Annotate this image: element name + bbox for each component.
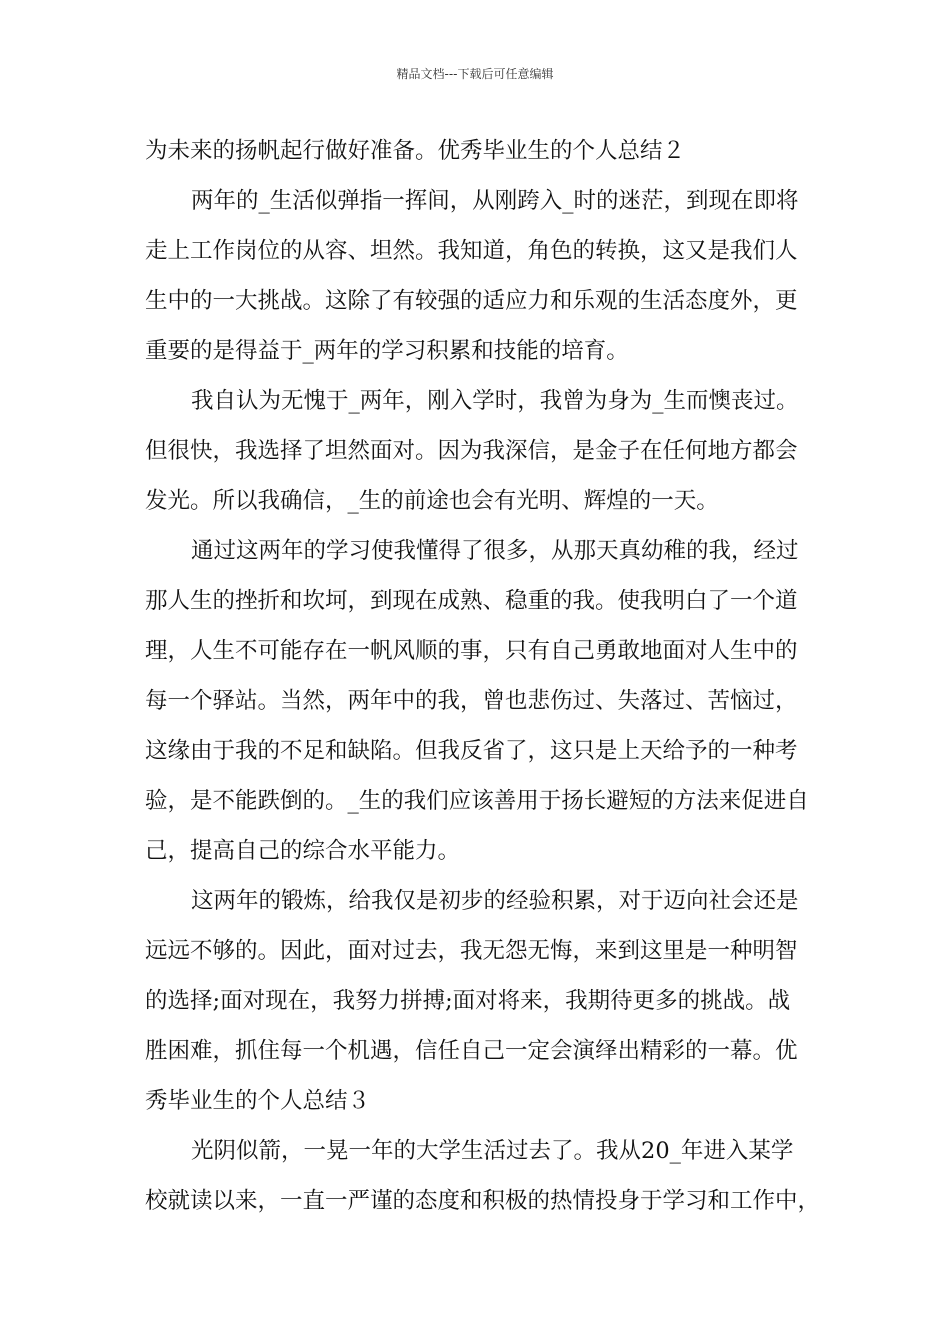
text-line: 己，提高自己的综合水平能力。 <box>145 838 461 864</box>
text-line: 这两年的锻炼，给我仅是初步的经验积累，对于迈向社会还是 <box>191 888 799 914</box>
text-line: 为未来的扬帆起行做好准备。优秀毕业生的个人总结２ <box>145 138 686 164</box>
text-line: 验，是不能跌倒的。_生的我们应该善用于扬长避短的方法来促进自 <box>145 788 809 814</box>
text-line: 但很快，我选择了坦然面对。因为我深信，是金子在任何地方都会 <box>145 438 798 464</box>
page-header: 精品文档---下载后可任意编辑 <box>396 67 554 81</box>
text-line: 生中的一大挑战。这除了有较强的适应力和乐观的生活态度外，更 <box>145 288 798 314</box>
text-line: 远远不够的。因此，面对过去，我无怨无悔，来到这里是一种明智 <box>145 938 798 964</box>
text-line: 发光。所以我确信，_生的前途也会有光明、辉煌的一天。 <box>145 488 719 514</box>
text-line: 我自认为无愧于_两年，刚入学时，我曾为身为_生而懊丧过。 <box>191 388 799 414</box>
text-line: 这缘由于我的不足和缺陷。但我反省了，这只是上天给予的一种考 <box>145 738 798 764</box>
text-line: 的选择;面对现在，我努力拼搏;面对将来，我期待更多的挑战。战 <box>145 988 791 1014</box>
text-line: 胜困难，抓住每一个机遇，信任自己一定会演绎出精彩的一幕。优 <box>145 1038 798 1064</box>
document-body <box>145 126 821 1226</box>
text-line: 校就读以来，一直一严谨的态度和积极的热情投身于学习和工作中， <box>145 1188 821 1214</box>
text-line: 那人生的挫折和坎坷，到现在成熟、稳重的我。使我明白了一个道 <box>145 588 798 614</box>
text-line: 重要的是得益于_两年的学习积累和技能的培育。 <box>145 338 629 364</box>
text-line: 两年的_生活似弹指一挥间，从刚跨入_时的迷茫，到现在即将 <box>191 188 799 214</box>
text-line: 通过这两年的学习使我懂得了很多，从那天真幼稚的我，经过 <box>191 538 799 564</box>
text-line: 秀毕业生的个人总结３ <box>145 1088 371 1114</box>
text-line: 走上工作岗位的从容、坦然。我知道，角色的转换，这又是我们人 <box>145 238 798 264</box>
text-line: 理，人生不可能存在一帆风顺的事，只有自己勇敢地面对人生中的 <box>145 638 798 664</box>
text-line: 每一个驿站。当然，两年中的我，曾也悲伤过、失落过、苦恼过， <box>145 688 798 714</box>
text-line: 光阴似箭，一晃一年的大学生活过去了。我从20_年进入某学 <box>191 1138 794 1164</box>
